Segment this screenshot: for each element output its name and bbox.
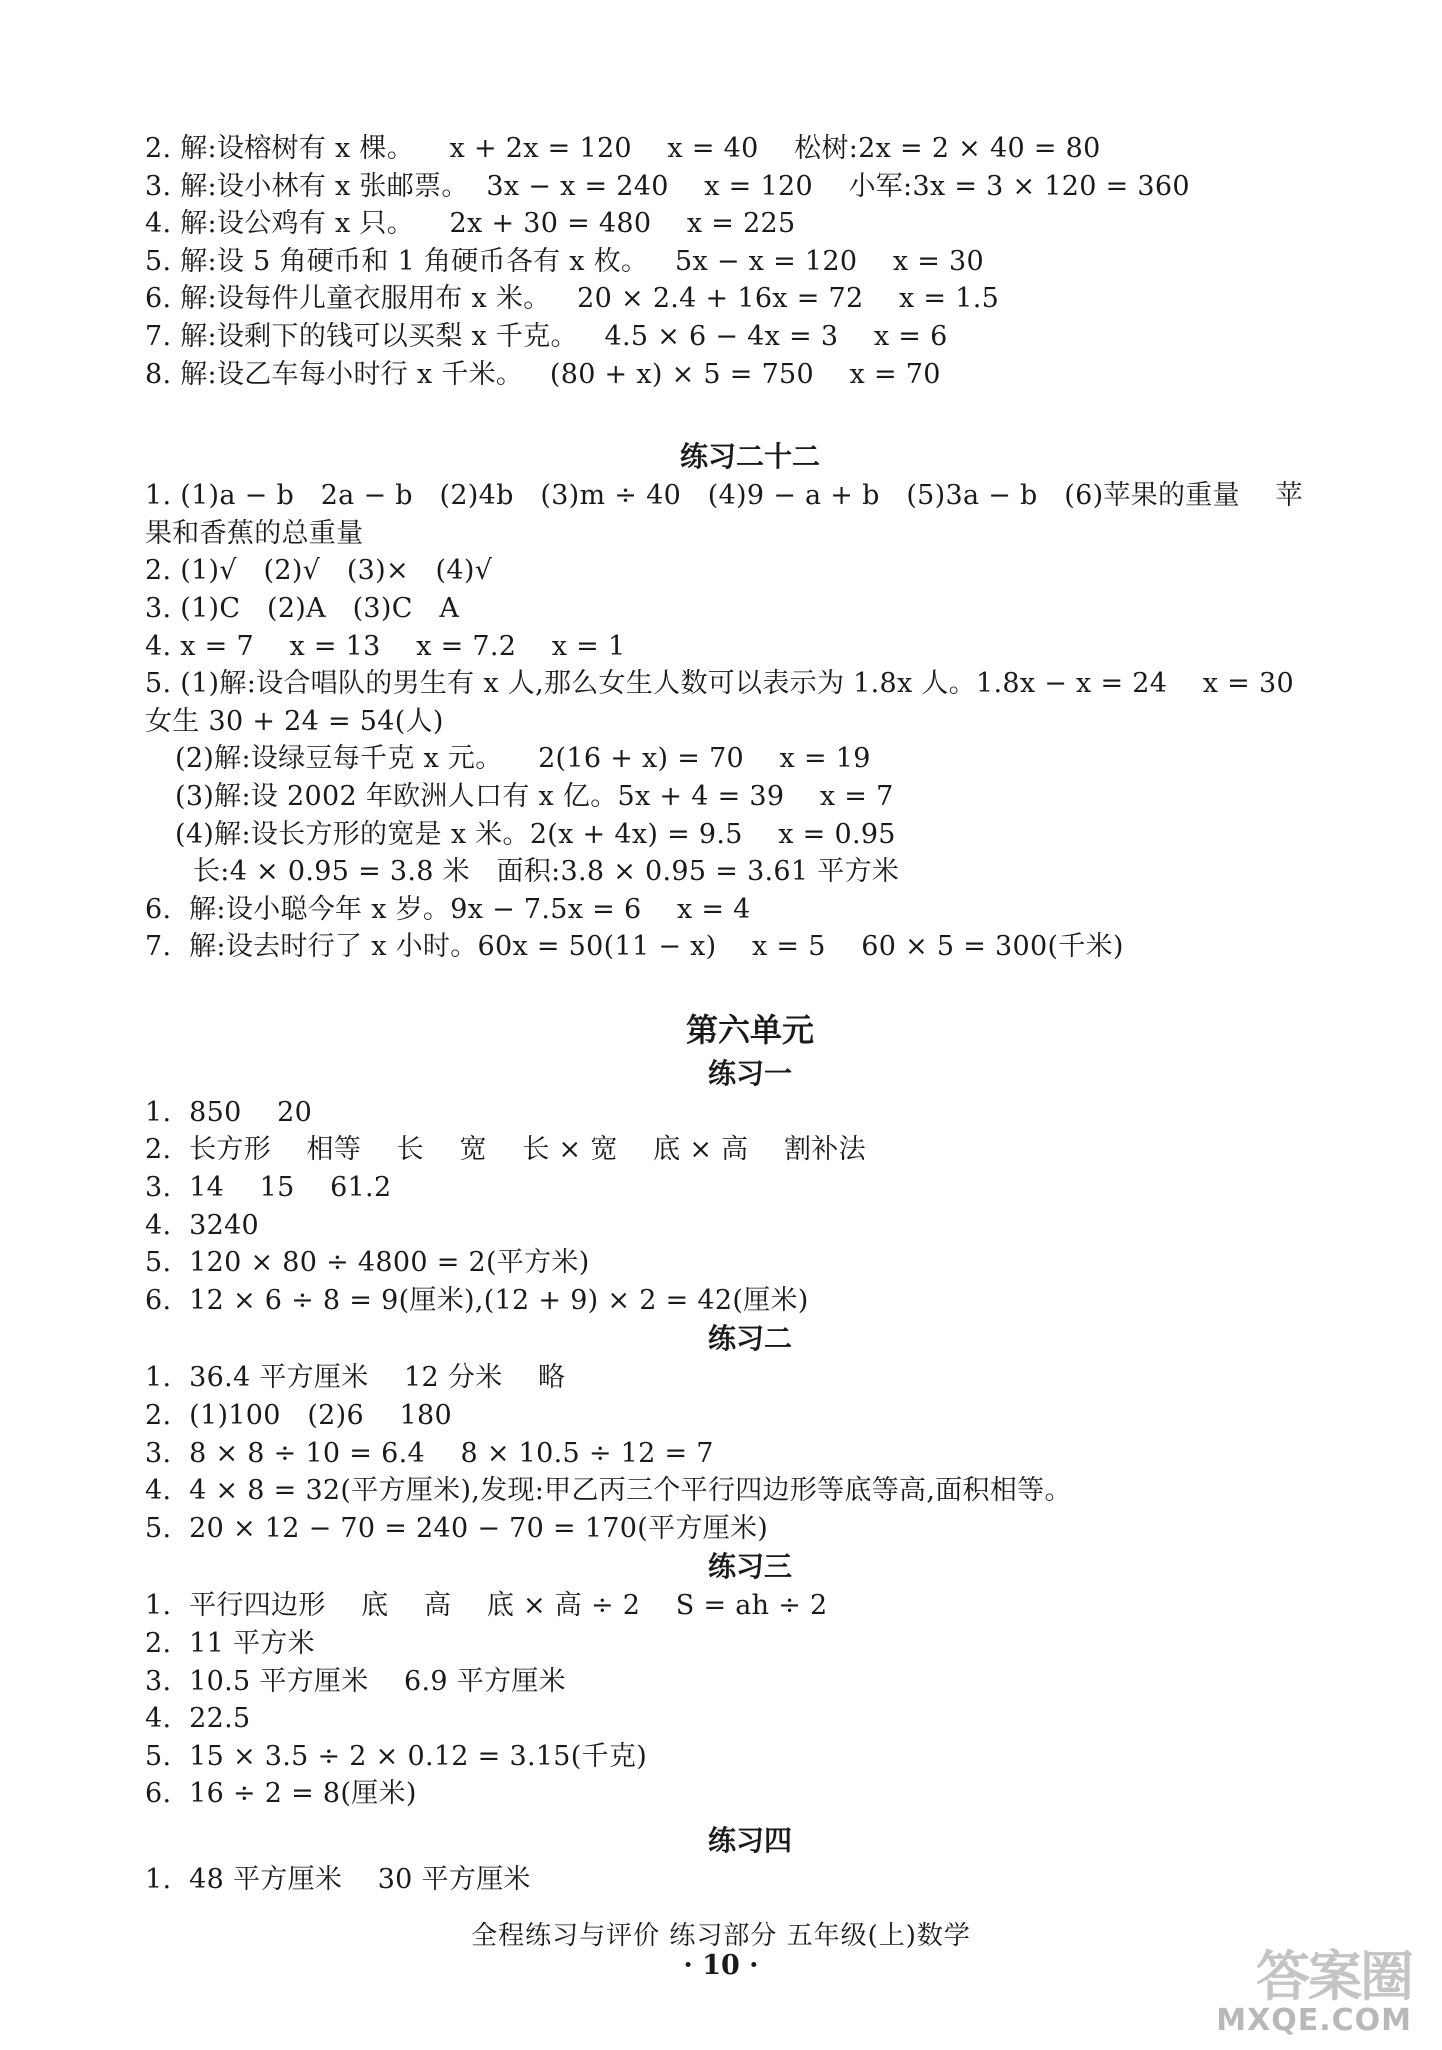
exercise-2 <box>145 1319 1325 1547</box>
watermark-logo-icon: 答案圈 <box>1256 1945 1412 2008</box>
unit-heading: 第六单元 <box>685 1010 814 1049</box>
section-exercise-22 <box>145 437 1325 966</box>
exercise-1 <box>145 1054 1325 1320</box>
answer-line: 7. 解:设剩下的钱可以买梨 x 千克。 4.5 × 6 − 4x = 3 x = 6 <box>145 320 948 352</box>
answer-line: 2. 11 平方米 <box>145 1628 315 1659</box>
answer-line: 2. 解:设榕树有 x 棵。 x + 2x = 120 x = 40 松树:2x = 2 × 40 = 80 <box>145 133 1101 164</box>
answer-line: 8. 解:设乙车每小时行 x 千米。 (80 + x) × 5 = 750 x = 70 <box>145 358 941 390</box>
exercise-heading: 练习二 <box>707 1322 792 1356</box>
answer-line: 1. 48 平方厘米 30 平方厘米 <box>145 1863 531 1895</box>
answer-line: 3. 8 × 8 ÷ 10 = 6.4 8 × 10.5 ÷ 12 = 7 <box>145 1437 714 1469</box>
answer-content <box>145 130 1325 1899</box>
answer-line: 3. 14 15 61.2 <box>145 1172 392 1204</box>
answer-line: 5. 120 × 80 ÷ 4800 = 2(平方米) <box>145 1247 590 1279</box>
site-watermark <box>1216 1934 1412 2038</box>
answer-line: 1. (1)a − b 2a − b (2)4b (3)m ÷ 40 (4)9 − a + b (5)3a − b (6)苹果的重量 苹 <box>145 480 1303 512</box>
footer-book-title: 全程练习与评价 练习部分 五年级(上)数学 <box>471 1921 971 1951</box>
answer-line: 2. 长方形 相等 长 宽 长 × 宽 底 × 高 割补法 <box>145 1134 866 1166</box>
section-heading: 练习二十二 <box>679 440 820 474</box>
answer-line: 7. 解:设去时行了 x 小时。60x = 50(11 − x) x = 5 60 × 5 = 300(千米) <box>145 931 1124 963</box>
page-number: · 10 · <box>683 1950 759 1981</box>
answer-line: 5. 15 × 3.5 ÷ 2 × 0.12 = 3.15(千克) <box>145 1740 648 1772</box>
exercise-heading: 练习一 <box>707 1056 792 1090</box>
answer-line: 3. 解:设小林有 x 张邮票。 3x − x = 240 x = 120 小军:3x = 3 × 120 = 360 <box>145 170 1190 202</box>
answer-line: 果和香蕉的总重量 <box>145 517 364 549</box>
exercise-3 <box>145 1547 1325 1813</box>
answer-line: 6. 解:设小聪今年 x 岁。9x − 7.5x = 6 x = 4 <box>145 893 751 925</box>
answer-line: 1. 850 20 <box>145 1096 313 1128</box>
answer-line: 5. 解:设 5 角硬币和 1 角硬币各有 x 枚。 5x − x = 120 x = 30 <box>145 245 985 277</box>
answer-line: 4. 4 × 8 = 32(平方厘米),发现:甲乙丙三个平行四边形等底等高,面积相等。 <box>145 1475 1072 1507</box>
block-top <box>145 130 1325 393</box>
answer-line: 4. 3240 <box>145 1209 260 1241</box>
answer-line: (4)解:设长方形的宽是 x 米。2(x + 4x) = 9.5 x = 0.95 <box>175 818 896 850</box>
answer-line: (3)解:设 2002 年欧洲人口有 x 亿。5x + 4 = 39 x = 7 <box>175 780 894 812</box>
answer-line: 3. 10.5 平方厘米 6.9 平方厘米 <box>145 1665 566 1697</box>
answer-line: 2. (1)√ (2)√ (3)× (4)√ <box>145 555 493 587</box>
answer-line: 1. 平行四边形 底 高 底 × 高 ÷ 2 S = ah ÷ 2 <box>145 1590 828 1622</box>
exercise-heading: 练习三 <box>707 1550 792 1584</box>
answer-line: 1. 36.4 平方厘米 12 分米 略 <box>145 1362 566 1394</box>
exercise-4 <box>145 1821 1325 1899</box>
answer-line: 4. 22.5 <box>145 1703 251 1735</box>
answer-line: 2. (1)100 (2)6 180 <box>145 1400 452 1432</box>
answer-line: 6. 解:设每件儿童衣服用布 x 米。 20 × 2.4 + 16x = 72 x = 1.5 <box>145 283 1000 315</box>
answer-line: 3. (1)C (2)A (3)C A <box>145 592 460 624</box>
answer-line: 5. 20 × 12 − 70 = 240 − 70 = 170(平方厘米) <box>145 1512 769 1544</box>
answer-line: 4. 解:设公鸡有 x 只。 2x + 30 = 480 x = 225 <box>145 208 796 240</box>
answer-line: 6. 16 ÷ 2 = 8(厘米) <box>145 1778 417 1810</box>
exercise-heading: 练习四 <box>707 1823 792 1857</box>
answer-line: 6. 12 × 6 ÷ 8 = 9(厘米),(12 + 9) × 2 = 42(厘米) <box>145 1284 809 1316</box>
answer-line: 4. x = 7 x = 13 x = 7.2 x = 1 <box>145 630 626 662</box>
answer-line: 5. (1)解:设合唱队的男生有 x 人,那么女生人数可以表示为 1.8x 人。1.8x − x = 24 x = 30 <box>145 668 1294 700</box>
answer-line: 女生 30 + 24 = 54(人) <box>145 705 444 737</box>
section-unit-6 <box>145 1006 1325 1899</box>
watermark-site-text: MXQE.COM <box>1216 2003 1412 2038</box>
answer-line: (2)解:设绿豆每千克 x 元。 2(16 + x) = 70 x = 19 <box>175 743 871 775</box>
answer-line: 长:4 × 0.95 = 3.8 米 面积:3.8 × 0.95 = 3.61 平方米 <box>193 856 900 888</box>
